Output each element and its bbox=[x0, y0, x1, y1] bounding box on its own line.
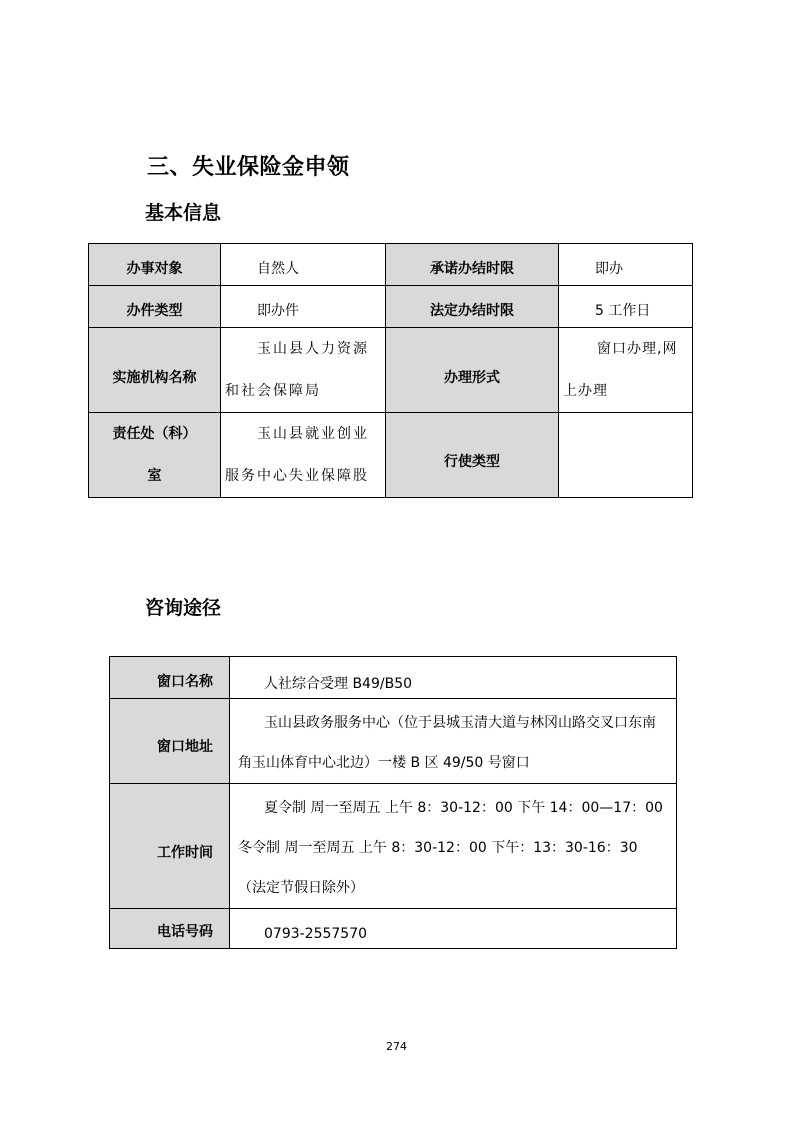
address-value-text: 玉山县政务服务中心（位于县城玉清大道与林冈山路交叉口东南角玉山体育中心北边）一楼 B 区 49/50 号窗口 bbox=[238, 715, 656, 771]
table-row bbox=[89, 286, 693, 328]
table-row bbox=[110, 784, 677, 909]
promise-time-label: 承诺办结时限 bbox=[386, 244, 559, 286]
dept-label-line2: 室 bbox=[147, 468, 162, 484]
page-number: 274 bbox=[386, 1040, 407, 1053]
table-row bbox=[89, 413, 693, 498]
table-row bbox=[110, 699, 677, 784]
exercise-value bbox=[559, 413, 693, 498]
consult-heading: 咨询途径 bbox=[145, 597, 222, 619]
exercise-label: 行使类型 bbox=[386, 413, 559, 498]
phone-value: 0793-2557570 bbox=[230, 909, 677, 949]
legal-time-value: 5 工作日 bbox=[559, 286, 693, 328]
org-label: 实施机构名称 bbox=[89, 328, 221, 413]
hours-value-text: 夏令制 周一至周五 上午 8：30-12：00 下午 14：00—17：00 冬令制 周一至周五 上午 8：30-12：00 下午：13：30-16：30（法定节假日除外） bbox=[238, 800, 663, 896]
object-label: 办事对象 bbox=[89, 244, 221, 286]
type-value: 即办件 bbox=[221, 286, 386, 328]
object-value: 自然人 bbox=[221, 244, 386, 286]
table-row bbox=[89, 328, 693, 413]
dept-value bbox=[221, 413, 386, 498]
legal-time-label: 法定办结时限 bbox=[386, 286, 559, 328]
table-row bbox=[89, 244, 693, 286]
basic-info-table bbox=[88, 243, 693, 498]
form-label: 办理形式 bbox=[386, 328, 559, 413]
phone-label: 电话号码 bbox=[110, 909, 230, 949]
org-value-text: 玉山县人力资源和社会保障局 bbox=[225, 341, 369, 399]
address-value bbox=[230, 699, 677, 784]
table-row bbox=[110, 657, 677, 699]
promise-time-value: 即办 bbox=[559, 244, 693, 286]
dept-value-text: 玉山县就业创业服务中心失业保障股 bbox=[225, 426, 369, 484]
form-value-text: 窗口办理,网上办理 bbox=[563, 341, 678, 399]
dept-label-line1: 责任处（科） bbox=[112, 426, 197, 442]
section-title: 三、失业保险金申领 bbox=[147, 155, 350, 180]
type-label: 办件类型 bbox=[89, 286, 221, 328]
address-label: 窗口地址 bbox=[110, 699, 230, 784]
form-value bbox=[559, 328, 693, 413]
consult-table bbox=[109, 656, 677, 949]
dept-label bbox=[89, 413, 221, 498]
hours-label: 工作时间 bbox=[110, 784, 230, 909]
org-value bbox=[221, 328, 386, 413]
basic-info-heading: 基本信息 bbox=[145, 202, 222, 224]
window-name-value: 人社综合受理 B49/B50 bbox=[230, 657, 677, 699]
table-row bbox=[110, 909, 677, 949]
hours-value bbox=[230, 784, 677, 909]
window-name-label: 窗口名称 bbox=[110, 657, 230, 699]
